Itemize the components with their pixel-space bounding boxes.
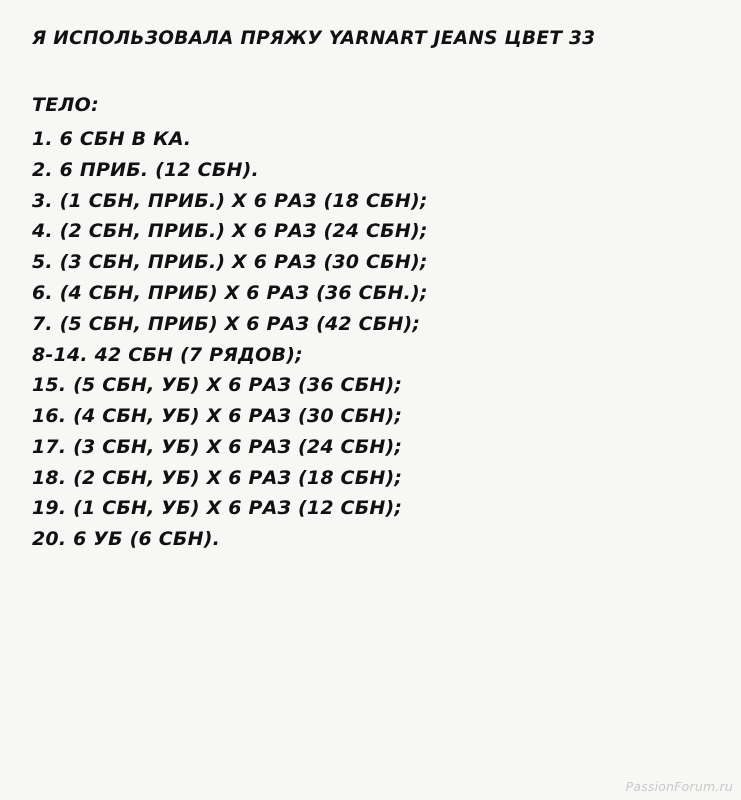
list-item: 1. 6 СБН В КА. xyxy=(32,128,192,151)
section-heading-body: ТЕЛО: xyxy=(32,94,99,117)
page-title: Я ИСПОЛЬЗОВАЛА ПРЯЖУ YARNART JEANS ЦВЕТ 33 xyxy=(32,28,596,49)
document-content xyxy=(32,28,721,555)
list-item: 20. 6 УБ (6 СБН). xyxy=(32,528,221,551)
list-item: 16. (4 СБН, УБ) Х 6 РАЗ (30 СБН); xyxy=(32,405,403,428)
list-item: 6. (4 СБН, ПРИБ) Х 6 РАЗ (36 СБН.); xyxy=(32,282,428,305)
instruction-row-list xyxy=(32,124,721,555)
list-item: 8-14. 42 СБН (7 РЯДОВ); xyxy=(32,343,303,366)
list-item: 4. (2 СБН, ПРИБ.) Х 6 РАЗ (24 СБН); xyxy=(32,220,428,243)
list-item: 7. (5 СБН, ПРИБ) Х 6 РАЗ (42 СБН); xyxy=(32,312,421,335)
list-item: 19. (1 СБН, УБ) Х 6 РАЗ (12 СБН); xyxy=(32,497,403,520)
list-item: 17. (3 СБН, УБ) Х 6 РАЗ (24 СБН); xyxy=(32,435,403,458)
watermark: PassionForum.ru xyxy=(625,779,733,794)
list-item: 18. (2 СБН, УБ) Х 6 РАЗ (18 СБН); xyxy=(32,466,403,489)
list-item: 3. (1 СБН, ПРИБ.) Х 6 РАЗ (18 СБН); xyxy=(32,189,428,212)
list-item: 2. 6 ПРИБ. (12 СБН). xyxy=(32,158,259,181)
list-item: 15. (5 СБН, УБ) Х 6 РАЗ (36 СБН); xyxy=(32,374,403,397)
list-item: 5. (3 СБН, ПРИБ.) Х 6 РАЗ (30 СБН); xyxy=(32,251,428,274)
